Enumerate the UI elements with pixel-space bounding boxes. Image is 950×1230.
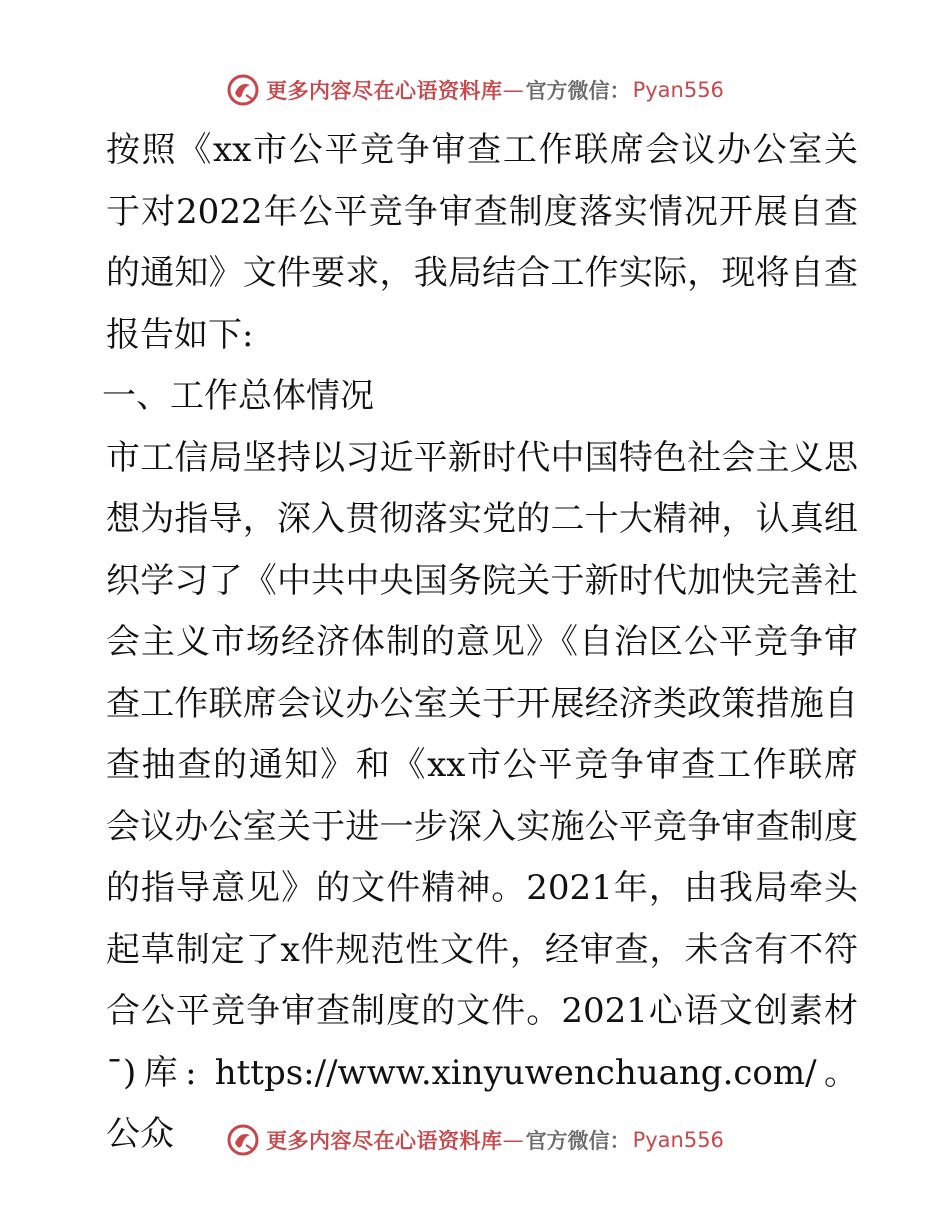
banner-site-text: 更多内容尽在心语资料库 [266,1129,503,1153]
document-body [98,120,858,1166]
banner-wechat-id: Pyan556 [632,78,724,102]
banner-wechat-label: 官方微信： [525,1129,631,1153]
banner-dash: — [502,1128,524,1152]
banner-wechat-id: Pyan556 [632,1128,724,1152]
banner-dash: — [502,78,524,102]
swirl-logo-icon [226,73,260,107]
section-heading: 一、工作总体情况 [102,376,374,416]
header-watermark-banner [0,70,950,110]
banner-wechat-label: 官方微信： [525,79,631,103]
body-paragraph: 市工信局坚持以习近平新时代中国特色社会主义思想为指导，深入贯彻落实党的二十大精神，认真组织学习了《中共中央国务院关于新时代加快完善社会主义市场经济体制的意见》《自治区公平竞争审查工作联席会议办公室关于开展经济类政策措施自查抽查的通知》和《xx市公平竞争审查工作联席会议办公室关于进一步深入实施公平竞争审查制度的指导意见》的文件精神。2021年，由我局牵头起草制定了x件规范性文件，经审查，未含有不符合公平竞争审查制度的文件。2021心语文创素材¯)库: https://www.xinyuwenchuang.com/。公众 [106,437,858,1154]
intro-paragraph: 按照《xx市公平竞争审查工作联席会议办公室关于对2022年公平竞争审查制度落实情况开展自查的通知》文件要求，我局结合工作实际，现将自查报告如下: [106,130,858,355]
footer-watermark-banner [0,1120,950,1160]
banner-site-text: 更多内容尽在心语资料库 [266,79,503,103]
swirl-logo-icon [226,1123,260,1157]
